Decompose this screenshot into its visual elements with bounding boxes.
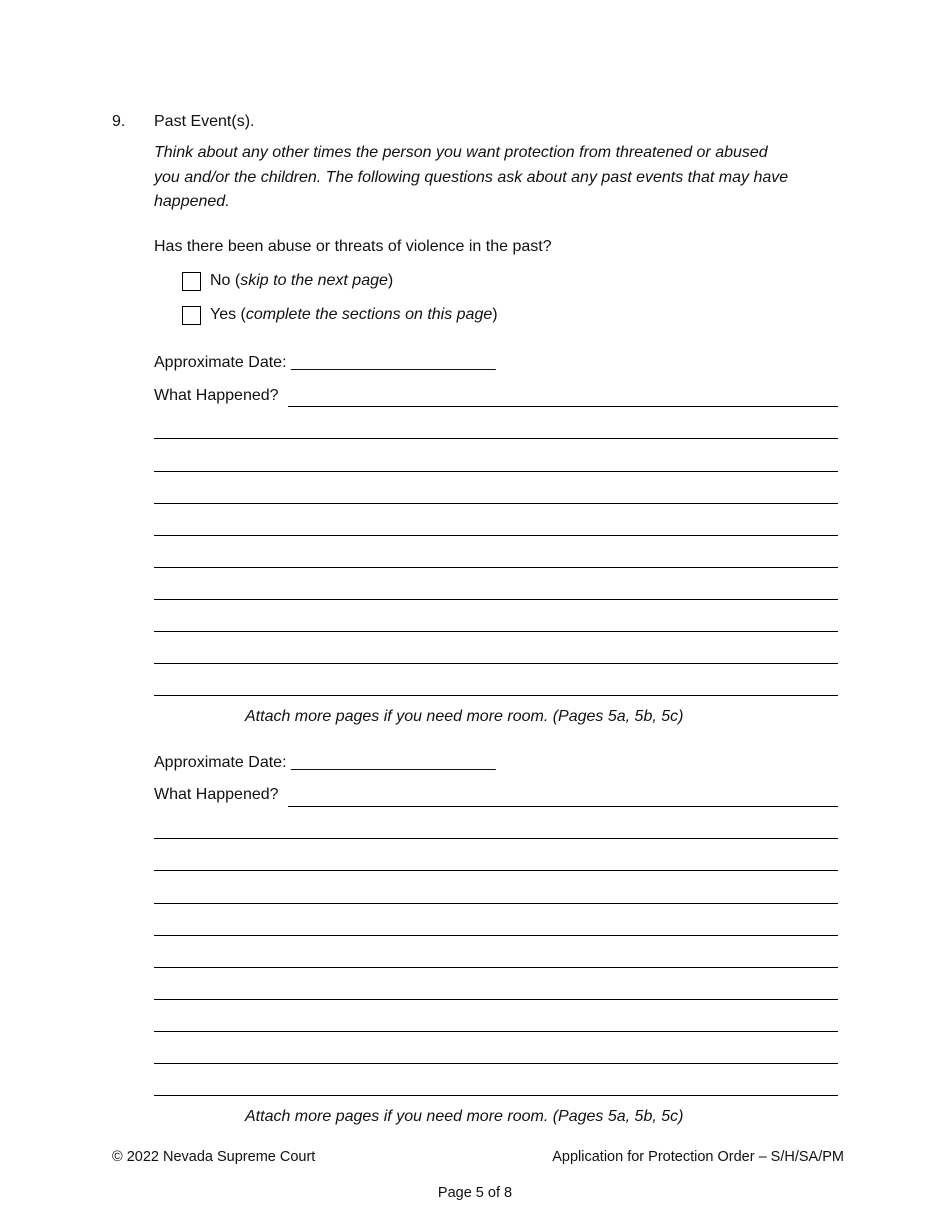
what-happened-label-1: What Happened? (154, 387, 279, 404)
yes-option-label: Yes (complete the sections on this page) (210, 306, 498, 323)
attach-note-2: Attach more pages if you need more room. (Pages 5a, 5b, 5c) (245, 1108, 684, 1125)
what-happened-line[interactable] (154, 1031, 838, 1032)
what-happened-line[interactable] (154, 503, 838, 504)
instructions-line-2: you and/or the children. The following questions ask about any past events that may have (154, 169, 789, 186)
what-happened-line[interactable] (154, 903, 838, 904)
what-happened-line[interactable] (154, 935, 838, 936)
section-number: 9. (112, 113, 126, 130)
what-happened-line[interactable] (154, 999, 838, 1000)
what-happened-line[interactable] (154, 1063, 838, 1064)
what-happened-label-2: What Happened? (154, 786, 279, 803)
instructions-line-3: happened. (154, 193, 230, 210)
footer-copyright: © 2022 Nevada Supreme Court (112, 1149, 316, 1165)
approximate-date-field-1[interactable]: Approximate Date: _______________________ (154, 354, 496, 371)
what-happened-line[interactable] (154, 663, 838, 664)
yes-checkbox[interactable] (182, 306, 201, 325)
instructions-line-1: Think about any other times the person you want protection from threatened or abused (154, 144, 768, 161)
what-happened-line[interactable] (154, 870, 838, 871)
no-option-label: No (skip to the next page) (210, 272, 394, 289)
what-happened-line[interactable] (154, 535, 838, 536)
what-happened-line[interactable] (154, 567, 838, 568)
no-checkbox[interactable] (182, 272, 201, 291)
what-happened-line[interactable] (154, 967, 838, 968)
what-happened-line[interactable] (154, 695, 838, 696)
page-number: Page 5 of 8 (437, 1185, 513, 1201)
what-happened-line[interactable] (288, 806, 838, 807)
what-happened-line[interactable] (154, 631, 838, 632)
section-title: Past Event(s). (154, 113, 255, 130)
what-happened-line[interactable] (154, 1095, 838, 1096)
attach-note-1: Attach more pages if you need more room. (Pages 5a, 5b, 5c) (245, 708, 684, 725)
what-happened-line[interactable] (154, 838, 838, 839)
question-text: Has there been abuse or threats of violence in the past? (154, 238, 552, 255)
footer-form-title: Application for Protection Order – S/H/SA/PM (552, 1149, 844, 1165)
approximate-date-field-2[interactable]: Approximate Date: _______________________ (154, 754, 496, 771)
what-happened-line[interactable] (288, 406, 838, 407)
what-happened-line[interactable] (154, 599, 838, 600)
what-happened-line[interactable] (154, 471, 838, 472)
what-happened-line[interactable] (154, 438, 838, 439)
